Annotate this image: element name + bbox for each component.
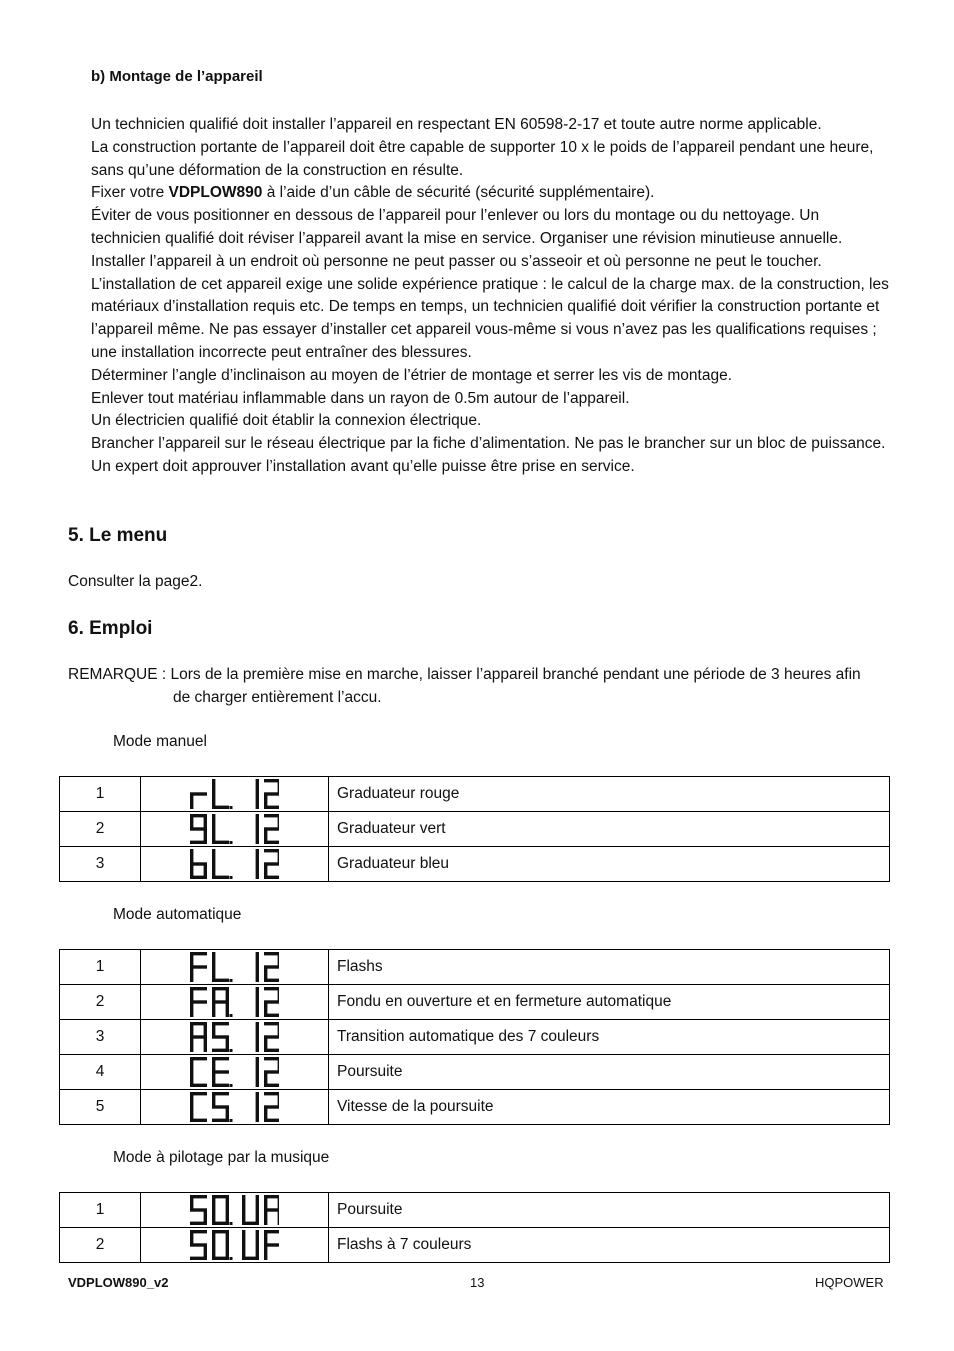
fixation-paragraph [91,182,891,205]
display-cell [141,1228,329,1263]
section-b-paragraph: Un expert doit approuver l’installation avant qu’elle puisse être prise en service. [91,457,635,475]
row-number: 2 [60,1228,141,1263]
function-description: Graduateur vert [329,812,890,847]
lcd-display-icon [189,950,279,984]
display-cell [141,1055,329,1090]
table-row [60,1228,890,1263]
lcd-display-icon [189,1090,279,1124]
table-row [60,1055,890,1090]
auto-mode-table [59,949,890,1125]
mode-label-auto: Mode automatique [113,906,242,923]
section-b-paragraph: L’installation de cet appareil exige une solide expérience pratique : le calcul de la charge max. de la construction, les matériaux d’installation requis etc. De temps en temps, un technicien qualifié doit vérifier la construction portante et l’appareil même. Ne pas essayer d’installer cet appareil vous-même si vous n’avez pas les qualifications requises ; une installation incorrecte peut entraîner des blessures. [91,275,889,361]
display-cell [141,985,329,1020]
row-number: 1 [60,777,141,812]
lcd-display-icon [189,847,279,881]
remark-line-2: de charger entièrement l’accu. [173,688,382,706]
row-number: 5 [60,1090,141,1125]
footer-brand: HQPOWER [815,1275,884,1290]
display-cell [141,777,329,812]
function-description: Flashs à 7 couleurs [329,1228,890,1263]
row-number: 2 [60,985,141,1020]
remark-line-1: REMARQUE : Lors de la première mise en marche, laisser l’appareil branché pendant une période de 3 heures afin [68,666,861,683]
display-cell [141,950,329,985]
table-row [60,1193,890,1228]
product-name: VDPLOW890 [168,184,263,202]
section-b-paragraph: Un technicien qualifié doit installer l’appareil en respectant EN 60598-2-17 et toute autre norme applicable. [91,116,822,133]
function-description: Vitesse de la poursuite [329,1090,890,1125]
table-row [60,1020,890,1055]
row-number: 3 [60,1020,141,1055]
remark-note [68,664,861,709]
function-description: Graduateur rouge [329,777,890,812]
row-number: 1 [60,1193,141,1228]
function-description: Poursuite [329,1193,890,1228]
display-cell [141,1090,329,1125]
manual-mode-table [59,776,890,882]
lcd-display-icon [189,1193,279,1227]
table-row [60,847,890,882]
table-row [60,1090,890,1125]
lcd-display-icon [189,985,279,1019]
lcd-display-icon [189,1228,279,1262]
display-cell [141,812,329,847]
section-b-paragraph: Installer l’appareil à un endroit où personne ne peut passer ou s’asseoir et où personne ne peut le toucher. [91,252,822,270]
row-number: 3 [60,847,141,882]
function-description: Fondu en ouverture et en fermeture automatique [329,985,890,1020]
row-number: 2 [60,812,141,847]
lcd-display-icon [189,1055,279,1089]
footer-model: VDPLOW890_v2 [68,1275,169,1290]
table-row [60,950,890,985]
function-description: Flashs [329,950,890,985]
function-description: Transition automatique des 7 couleurs [329,1020,890,1055]
section-b-title: b) Montage de l’appareil [91,68,263,85]
section-b-paragraph: Enlever tout matériau inflammable dans un rayon de 0.5m autour de l’appareil. [91,389,630,407]
emploi-heading: 6. Emploi [68,618,153,639]
menu-text: Consulter la page2. [68,573,203,590]
table-row [60,812,890,847]
section-b-paragraph: La construction portante de l’appareil doit être capable de supporter 10 x le poids de l’appareil pendant une heure, sans qu’une déformation de la construction en résulte. [91,138,874,179]
function-description: Graduateur bleu [329,847,890,882]
function-description: Poursuite [329,1055,890,1090]
table-row [60,985,890,1020]
section-b-paragraph: Éviter de vous positionner en dessous de l’appareil pour l’enlever ou lors du montage ou du nettoyage. Un technicien qualifié doit réviser l’appareil avant la mise en service. Organiser une révision minutieuse annuelle. [91,207,843,247]
section-b-paragraph: Déterminer l’angle d’inclinaison au moyen de l’étrier de montage et serrer les vis de montage. [91,366,732,384]
fixation-text-start: Fixer votre [91,184,169,202]
table-row [60,777,890,812]
footer-page-number: 13 [470,1275,485,1290]
section-b-body [91,114,891,479]
lcd-display-icon [189,812,279,846]
mode-label-music: Mode à pilotage par la musique [113,1149,330,1166]
menu-heading: 5. Le menu [68,525,168,546]
display-cell [141,847,329,882]
music-mode-table [59,1192,890,1263]
row-number: 4 [60,1055,141,1090]
lcd-display-icon [189,777,279,811]
section-b-paragraph: Brancher l’appareil sur le réseau électrique par la fiche d’alimentation. Ne pas le brancher sur un bloc de puissance. [91,435,886,453]
display-cell [141,1020,329,1055]
mode-label-manual: Mode manuel [113,733,207,750]
section-b-paragraph: Un électricien qualifié doit établir la connexion électrique. [91,412,482,430]
row-number: 1 [60,950,141,985]
fixation-text-end: à l’aide d’un câble de sécurité (sécurité supplémentaire). [262,184,655,202]
lcd-display-icon [189,1020,279,1054]
display-cell [141,1193,329,1228]
